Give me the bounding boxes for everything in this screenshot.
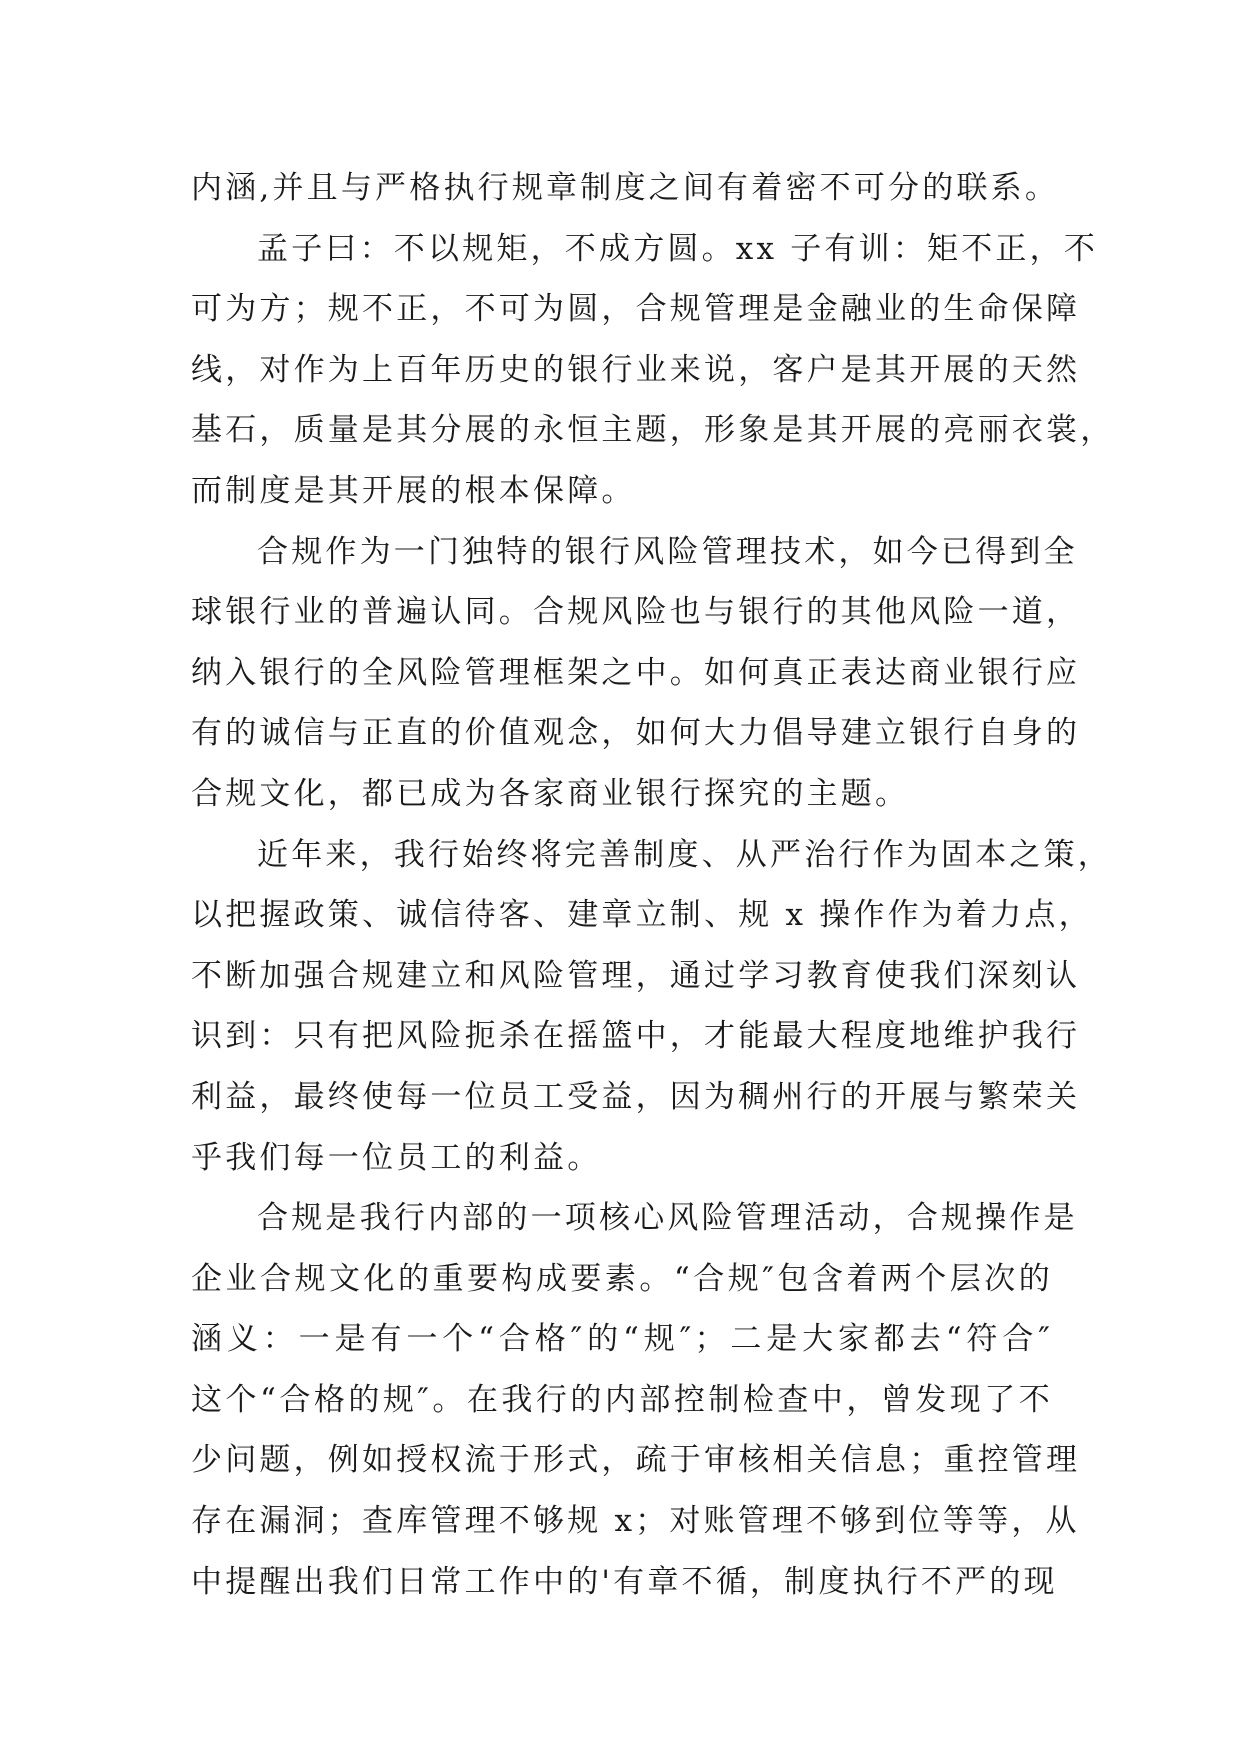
text-line: 这个“合格的规″。在我行的内部控制检查中，曾发现了不	[191, 1381, 1053, 1418]
text-line: 孟子曰：不以规矩，不成方圆。xx 子有训：矩不正，不	[257, 230, 1099, 267]
text-line: 乎我们每一位员工的利益。	[191, 1139, 602, 1176]
text-line: 合规是我行内部的一项核心风险管理活动，合规操作是	[257, 1200, 1078, 1237]
text-line: 识到：只有把风险扼杀在摇篮中，才能最大程度地维护我行	[191, 1018, 1081, 1055]
document-body	[191, 158, 1115, 1612]
text-line: 涵义：一是有一个“合格″的“规″；二是大家都去“符合″	[191, 1321, 1053, 1358]
text-line: 而制度是其开展的根本保障。	[191, 472, 636, 509]
text-line: 近年来，我行始终将完善制度、从严治行作为固本之策，	[257, 836, 1112, 873]
text-line: 中提醒出我们日常工作中的'有章不循，制度执行不严的现	[191, 1563, 1058, 1600]
text-line: 合规作为一门独特的银行风险管理技术，如今已得到全	[257, 533, 1078, 570]
text-line: 不断加强合规建立和风险管理，通过学习教育使我们深刻认	[191, 957, 1081, 994]
text-line: 企业合规文化的重要构成要素。“合规″包含着两个层次的	[191, 1260, 1053, 1297]
text-line: 存在漏洞；查库管理不够规 x；对账管理不够到位等等，从	[191, 1503, 1080, 1540]
text-line: 少问题，例如授权流于形式，疏于审核相关信息；重控管理	[191, 1442, 1081, 1479]
text-line: 球银行业的普遍认同。合规风险也与银行的其他风险一道，	[191, 594, 1081, 631]
text-line: 利益，最终使每一位员工受益，因为稠州行的开展与繁荣关	[191, 1078, 1081, 1115]
text-line: 有的诚信与正直的价值观念，如何大力倡导建立银行自身的	[191, 715, 1081, 752]
text-line: 纳入银行的全风险管理框架之中。如何真正表达商业银行应	[191, 654, 1081, 691]
text-line: 基石，质量是其分展的永恒主题，形象是其开展的亮丽衣裳，	[191, 412, 1115, 449]
text-line: 内涵,并且与严格执行规章制度之间有着密不可分的联系。	[191, 170, 1060, 206]
text-line: 可为方；规不正，不可为圆，合规管理是金融业的生命保障	[191, 291, 1081, 328]
text-line: 合规文化，都已成为各家商业银行探究的主题。	[191, 775, 910, 812]
text-line: 以把握政策、诚信待客、建章立制、规 x 操作作为着力点，	[191, 897, 1093, 934]
text-line: 线，对作为上百年历史的银行业来说，客户是其开展的天然	[191, 351, 1081, 388]
